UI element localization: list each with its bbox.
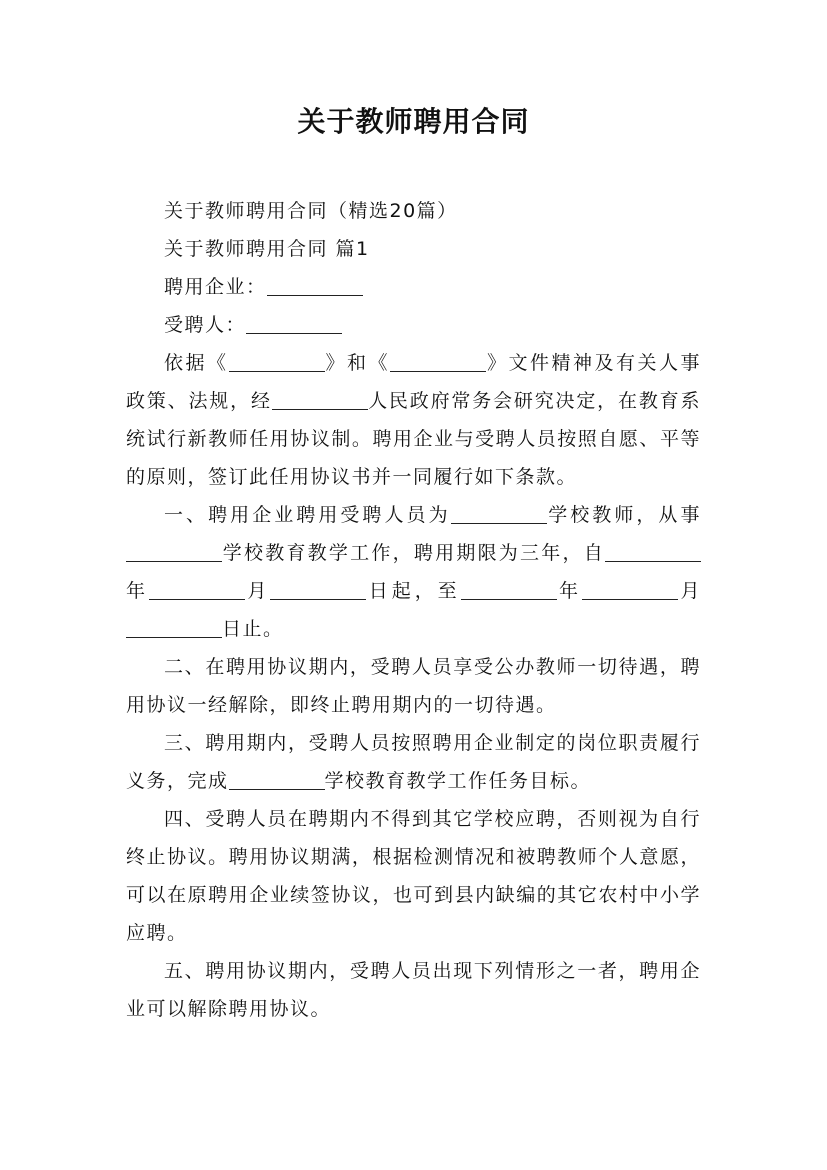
- paragraph-clause-4: [126, 800, 701, 952]
- employee-label: 受聘人：: [164, 314, 247, 336]
- employee-blank: [246, 313, 342, 334]
- clause-1-month-1: 月: [244, 580, 271, 602]
- employer-blank: [267, 275, 363, 296]
- clause-5-text: 五、聘用协议期内，受聘人员出现下列情形之一者，聘用企业可以解除聘用协议。: [126, 960, 701, 1020]
- document-name-blank-2: [390, 351, 486, 372]
- clause-1-text-1: 一、聘用企业聘用受聘人员为: [164, 504, 451, 526]
- paragraph-clause-2: [126, 648, 701, 724]
- paragraph-clause-1: [126, 496, 701, 648]
- document-title: 关于教师聘用合同: [297, 105, 530, 138]
- chapter-heading-text: 关于教师聘用合同 篇1: [164, 238, 370, 260]
- start-year-blank: [605, 541, 701, 562]
- clause-1-year-1: 年: [126, 580, 149, 602]
- school-blank-2: [126, 541, 222, 562]
- employer-label: 聘用企业：: [164, 276, 267, 298]
- start-day-blank: [270, 579, 366, 600]
- basis-text-2: 》和《: [324, 352, 390, 374]
- end-month-blank: [582, 579, 678, 600]
- government-blank: [272, 389, 368, 410]
- clause-1-text-3: 学校教育教学工作，聘用期限为三年，自: [222, 542, 605, 564]
- basis-text-3: 》文件精神及有关人事政策、法规，经: [126, 352, 701, 412]
- clause-3-text-1: 三、聘用期内，受聘人员按照聘用企业制定的岗位职责履行义务，完成: [126, 732, 701, 792]
- clause-1-text-4: 日起，至: [366, 580, 461, 602]
- basis-text-1: 依据《: [164, 352, 229, 374]
- paragraph-basis: [126, 344, 701, 496]
- basis-text-4: 人民政府常务会研究决定，在教育系统试行新教师任用协议制。聘用企业与受聘人员按照自愿、平等的原则，签订此任用协议书并一同履行如下条款。: [126, 390, 701, 488]
- paragraph-clause-5: [126, 952, 701, 1028]
- clause-3-text-2: 学校教育教学工作任务目标。: [324, 770, 592, 792]
- document-body: [126, 192, 701, 1028]
- start-month-blank: [149, 579, 245, 600]
- chapter-heading: [126, 230, 701, 268]
- school-blank-3: [229, 769, 325, 790]
- clause-1-text-5: 日止。: [222, 618, 284, 640]
- clause-2-text: 二、在聘用协议期内，受聘人员享受公办教师一切待遇，聘用协议一经解除，即终止聘用期内的一切待遇。: [126, 656, 701, 716]
- end-day-blank: [126, 617, 222, 638]
- clause-4-text: 四、受聘人员在聘期内不得到其它学校应聘，否则视为自行终止协议。聘用协议期满，根据检测情况和被聘教师个人意愿，可以在原聘用企业续签协议，也可到县内缺编的其它农村中小学应聘。: [126, 808, 701, 944]
- subtitle-line: [126, 192, 701, 230]
- subtitle-text: 关于教师聘用合同（精选20篇）: [164, 200, 458, 222]
- end-year-blank: [461, 579, 557, 600]
- paragraph-clause-3: [126, 724, 701, 800]
- clause-1-year-2: 年: [556, 580, 583, 602]
- clause-1-text-2: 学校教师，从事: [546, 504, 701, 526]
- employer-line: [126, 268, 701, 306]
- employee-line: [126, 306, 701, 344]
- clause-1-month-2: 月: [678, 580, 701, 602]
- document-name-blank-1: [229, 351, 325, 372]
- school-blank-1: [451, 503, 547, 524]
